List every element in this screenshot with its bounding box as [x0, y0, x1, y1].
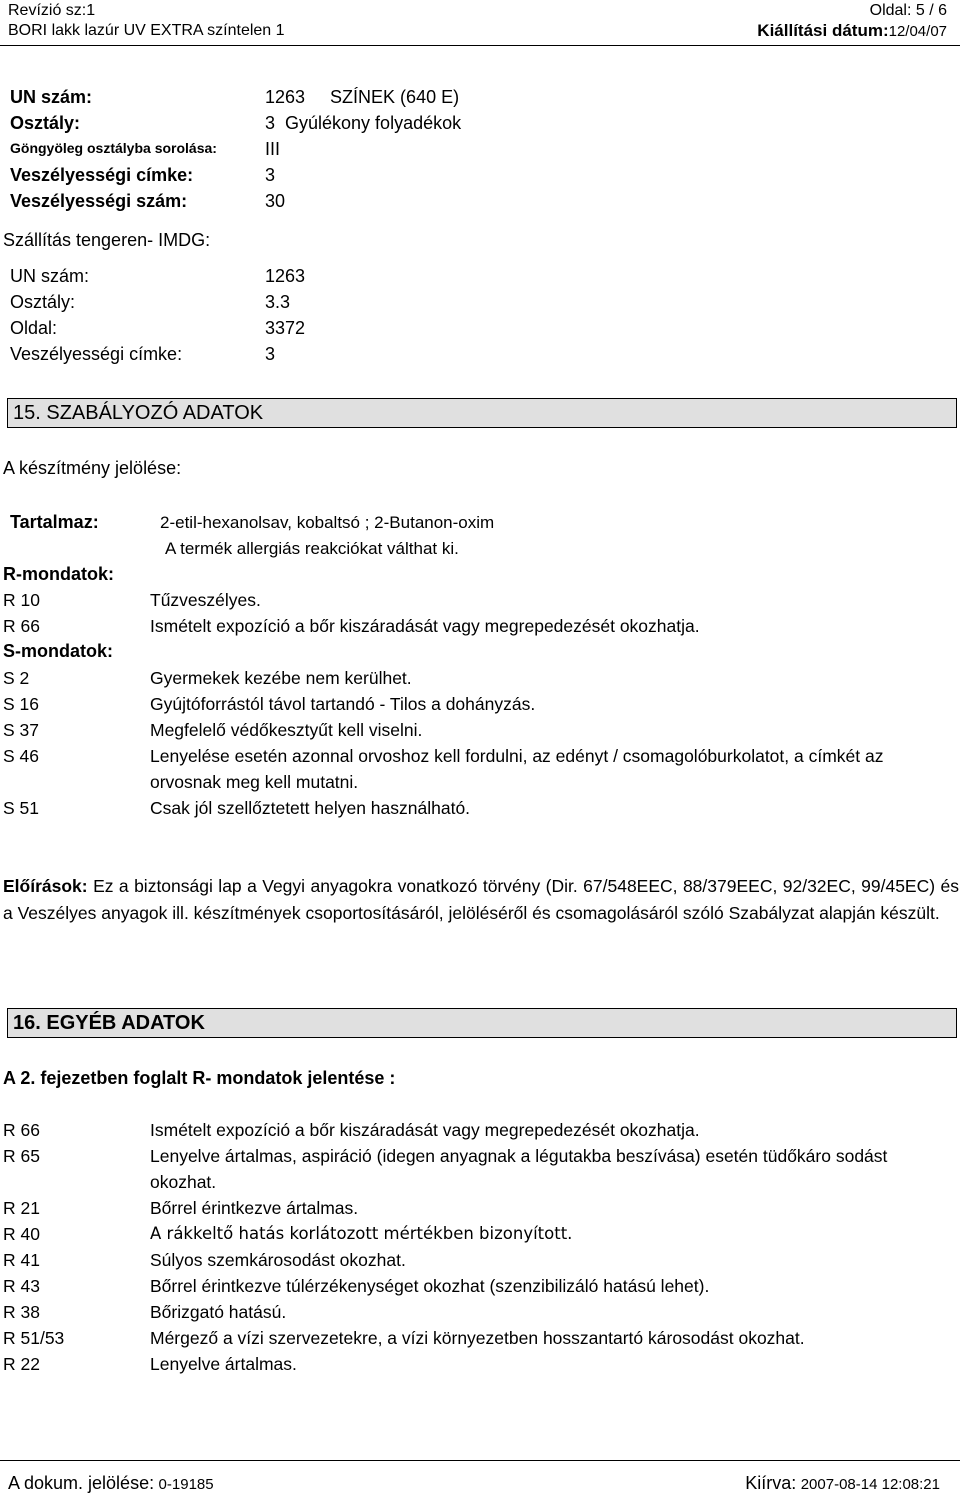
list-item	[0, 616, 960, 642]
phrase-text: Bőrrel érintkezve ártalmas.	[150, 1198, 359, 1218]
phrase-text: Gyermekek kezébe nem kerülhet.	[150, 668, 412, 688]
list-item	[0, 694, 960, 720]
doc-id-label: A dokum. jelölése:	[8, 1473, 155, 1493]
contains-substances: 2-etil-hexanolsav, kobaltsó ; 2-Butanon-oxim	[160, 513, 495, 532]
doc-id	[8, 1473, 214, 1494]
phrase-code: R 66	[3, 616, 40, 636]
imdg-class-label: Osztály:	[10, 292, 76, 312]
phrase-text: Ismételt expozíció a bőr kiszáradását vagy megrepedezését okozhatja.	[150, 616, 700, 636]
regulations-paragraph	[3, 873, 959, 926]
print-date	[745, 1473, 940, 1494]
list-item	[0, 1354, 960, 1380]
phrase-code: S 46	[3, 746, 39, 766]
phrase-code: R 65	[3, 1146, 40, 1166]
revision-number: Revízió sz:1	[8, 2, 96, 19]
list-item	[0, 720, 960, 746]
regulations-text: Ez a biztonsági lap a Vegyi anyagokra vonatkozó törvény (Dir. 67/548EEC, 88/379EEC, 92/32EC, 99/45EC) és a Veszélyes anyagok ill. készítmények csoportosításáról, jelöléséről és csomagolásáról szóló Szabályzat alapján készült.	[3, 876, 959, 923]
product-name: BORI lakk lazúr UV EXTRA színtelen 1	[8, 22, 285, 39]
phrase-text: Mérgező a vízi szervezetekre, a vízi környezetben hosszantartó károsodást okozhat.	[150, 1328, 805, 1348]
list-item	[0, 1120, 960, 1146]
print-date-value: 2007-08-14 12:08:21	[800, 1476, 940, 1493]
phrase-code: R 51/53	[3, 1328, 65, 1348]
issue-date-label: Kiállítási dátum:	[757, 21, 889, 40]
header-divider	[0, 45, 960, 46]
phrase-code: S 37	[3, 720, 39, 740]
phrase-code: R 22	[3, 1354, 40, 1374]
phrase-code: R 40	[3, 1224, 40, 1244]
phrase-text: Csak jól szellőztetett helyen használható.	[150, 798, 471, 818]
phrase-text: Gyújtóforrástól távol tartandó - Tilos a dohányzás.	[150, 694, 536, 714]
phrase-text: Lenyelve ártalmas, aspiráció (idegen anyagnak a légutakba beszívása) esetén tüdőkáro sodást	[150, 1146, 888, 1166]
phrase-text: Lenyelve ártalmas.	[150, 1354, 297, 1374]
list-item	[0, 1250, 960, 1276]
adr-un-value: 1263 SZÍNEK (640 E)	[265, 87, 460, 107]
imdg-title: Szállítás tengeren- IMDG:	[3, 230, 211, 250]
issue-date-value: 12/04/07	[888, 23, 947, 40]
list-item	[0, 1302, 960, 1328]
phrase-code: S 51	[3, 798, 39, 818]
adr-label-value: 3	[265, 165, 276, 185]
list-item	[0, 798, 960, 824]
phrase-code: S 2	[3, 668, 30, 688]
adr-label-label: Veszélyességi címke:	[10, 165, 194, 185]
section-15-banner	[7, 398, 957, 428]
phrase-text: Megfelelő védőkesztyűt kell viselni.	[150, 720, 423, 740]
imdg-label-label: Veszélyességi címke:	[10, 344, 183, 364]
phrase-text: Bőrizgató hatású.	[150, 1302, 287, 1322]
adr-class-value: 3 Gyúlékony folyadékok	[265, 113, 462, 133]
marking-heading: A készítmény jelölése:	[3, 458, 182, 478]
section-16-banner	[7, 1008, 957, 1038]
section-15-title: 15. SZABÁLYOZÓ ADATOK	[13, 402, 264, 424]
section-16-subtitle: A 2. fejezetben foglalt R- mondatok jelentése :	[3, 1068, 396, 1088]
phrase-text-continued: orvosnak meg kell mutatni.	[150, 772, 359, 792]
phrase-text: A rákkeltő hatás korlátozott mértékben bizonyított.	[150, 1224, 573, 1243]
imdg-page-label: Oldal:	[10, 318, 58, 338]
phrase-code: R 43	[3, 1276, 40, 1296]
list-item	[0, 1198, 960, 1224]
s-phrases-heading: S-mondatok:	[3, 641, 113, 661]
list-item	[0, 746, 960, 798]
r-phrases-heading: R-mondatok:	[3, 564, 114, 584]
print-date-label: Kiírva:	[745, 1473, 797, 1493]
footer-divider	[0, 1460, 960, 1461]
adr-hazard-label: Veszélyességi szám:	[10, 191, 188, 211]
list-item	[0, 1276, 960, 1302]
section-16-title: 16. EGYÉB ADATOK	[13, 1012, 205, 1034]
phrase-code: R 41	[3, 1250, 40, 1270]
list-item	[0, 1328, 960, 1354]
doc-id-value: 0-19185	[158, 1476, 214, 1493]
imdg-label-value: 3	[265, 344, 276, 364]
issue-date	[757, 21, 947, 41]
phrase-code: S 16	[3, 694, 39, 714]
list-item	[0, 1146, 960, 1198]
phrase-code: R 21	[3, 1198, 40, 1218]
imdg-class-value: 3.3	[265, 292, 291, 312]
page-number: Oldal: 5 / 6	[869, 2, 947, 19]
phrase-code: R 66	[3, 1120, 40, 1140]
imdg-un-value: 1263	[265, 266, 306, 286]
list-item	[0, 590, 960, 616]
contains-label: Tartalmaz:	[10, 512, 99, 532]
phrase-text: Tűzveszélyes.	[150, 590, 261, 610]
list-item	[0, 668, 960, 694]
phrase-text: Súlyos szemkárosodást okozhat.	[150, 1250, 406, 1270]
regulations-label: Előírások:	[3, 876, 88, 896]
phrase-code: R 38	[3, 1302, 40, 1322]
adr-hazard-value: 30	[265, 191, 286, 211]
contains-note: A termék allergiás reakciókat válthat ki.	[165, 539, 459, 558]
phrase-text: Lenyelése esetén azonnal orvoshoz kell fordulni, az edényt / csomagolóburkolatot, a címkét az	[150, 746, 884, 766]
phrase-code: R 10	[3, 590, 40, 610]
list-item	[0, 1224, 960, 1250]
adr-class-label: Osztály:	[10, 113, 81, 133]
phrase-text: Bőrrel érintkezve túlérzékenységet okozhat (szenzibilizáló hatású lehet).	[150, 1276, 710, 1296]
adr-pack-value: III	[265, 139, 281, 159]
phrase-text: Ismételt expozíció a bőr kiszáradását vagy megrepedezését okozhatja.	[150, 1120, 700, 1140]
imdg-page-value: 3372	[265, 318, 306, 338]
adr-un-label: UN szám:	[10, 87, 93, 107]
imdg-un-label: UN szám:	[10, 266, 90, 286]
phrase-text-continued: okozhat.	[150, 1172, 217, 1192]
adr-pack-label: Göngyöleg osztályba sorolása:	[10, 140, 217, 156]
